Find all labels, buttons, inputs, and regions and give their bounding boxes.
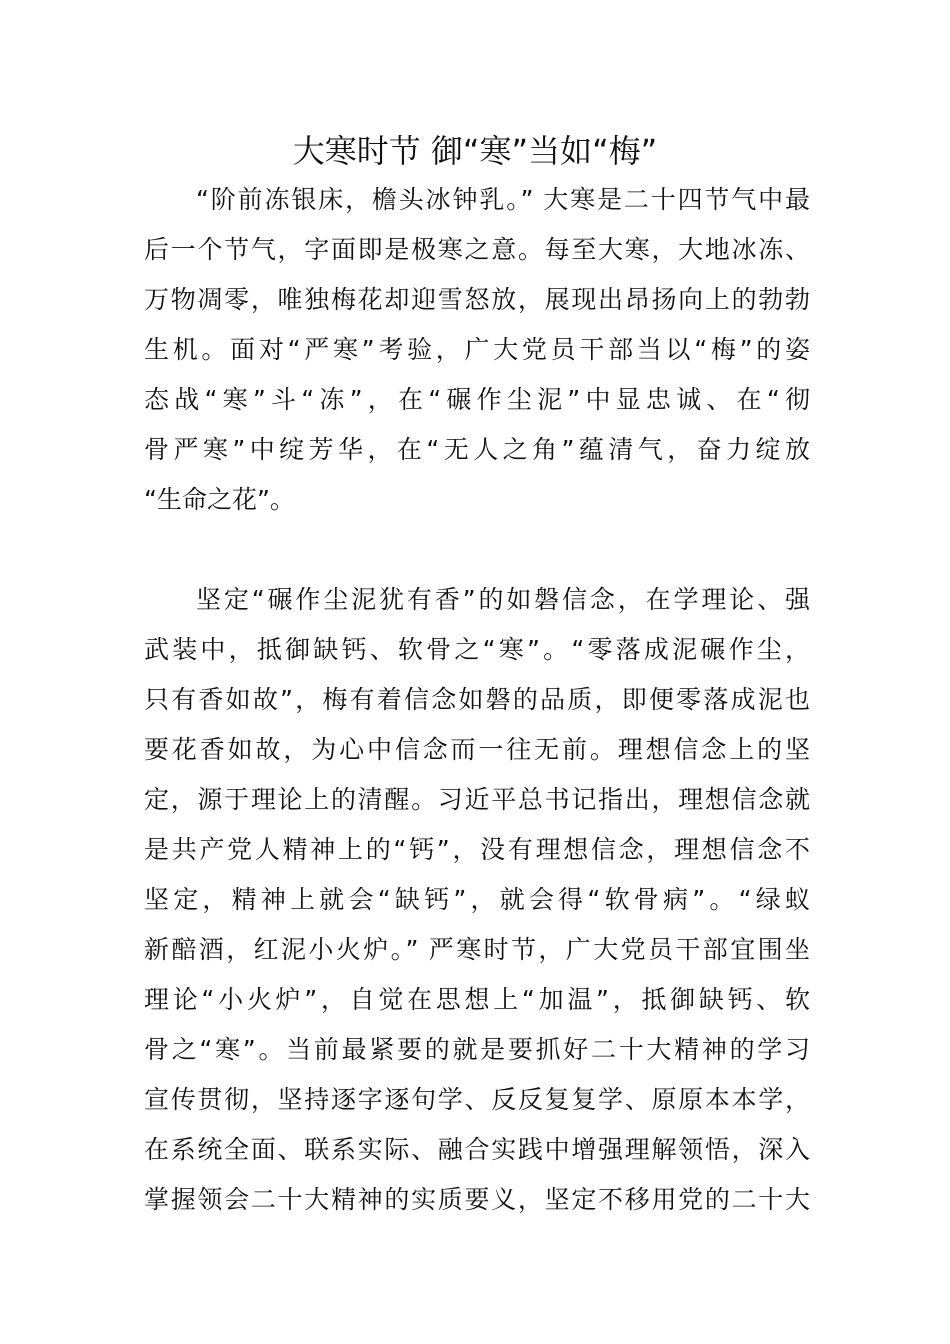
paragraph-line: “阶前冻银床，檐头冰钟乳。” 大寒是二十四节气中最 bbox=[196, 185, 810, 214]
paragraph-line: 武装中，抵御缺钙、软骨之“寒”。“零落成泥碾作尘， bbox=[144, 635, 810, 664]
paragraph-line: 是共产党人精神上的“钙”，没有理想信念，理想信念不 bbox=[144, 835, 810, 864]
paragraph-line: 理论“小火炉”，自觉在思想上“加温”，抵御缺钙、软 bbox=[144, 985, 810, 1014]
paragraph-line: “生命之花”。 bbox=[144, 485, 295, 514]
paragraph-line: 定，源于理论上的清醒。习近平总书记指出，理想信念就 bbox=[144, 785, 810, 814]
paragraph-line: 只有香如故”，梅有着信念如磐的品质，即便零落成泥也 bbox=[144, 685, 810, 714]
paragraph-line: 在系统全面、联系实际、融合实践中增强理解领悟，深入 bbox=[144, 1135, 810, 1164]
document-title: 大寒时节 御“寒”当如“梅” bbox=[292, 132, 658, 170]
paragraph-line: 生机。面对“严寒”考验，广大党员干部当以“梅”的姿 bbox=[144, 335, 810, 364]
paragraph-line: 万物凋零，唯独梅花却迎雪怒放，展现出昂扬向上的勃勃 bbox=[144, 285, 810, 314]
paragraph-line: 掌握领会二十大精神的实质要义，坚定不移用党的二十大 bbox=[144, 1185, 810, 1214]
paragraph-line: 态战“寒”斗“冻”，在“碾作尘泥”中显忠诚、在“彻 bbox=[144, 385, 810, 414]
paragraph-line: 骨之“寒”。当前最紧要的就是要抓好二十大精神的学习 bbox=[144, 1035, 810, 1064]
paragraph-line: 坚定，精神上就会“缺钙”，就会得“软骨病”。“绿蚁 bbox=[144, 885, 810, 914]
paragraph-line: 坚定“碾作尘泥犹有香”的如磐信念，在学理论、强 bbox=[196, 585, 810, 614]
paragraph-line: 新醅酒，红泥小火炉。” 严寒时节，广大党员干部宜围坐 bbox=[144, 935, 810, 964]
paragraph-line: 后一个节气，字面即是极寒之意。每至大寒，大地冰冻、 bbox=[144, 235, 810, 264]
paragraph-line: 骨严寒”中绽芳华，在“无人之角”蕴清气，奋力绽放 bbox=[144, 435, 810, 464]
paragraph-line: 要花香如故，为心中信念而一往无前。理想信念上的坚 bbox=[144, 735, 810, 764]
paragraph-line: 宣传贯彻，坚持逐字逐句学、反反复复学、原原本本学， bbox=[144, 1085, 810, 1114]
